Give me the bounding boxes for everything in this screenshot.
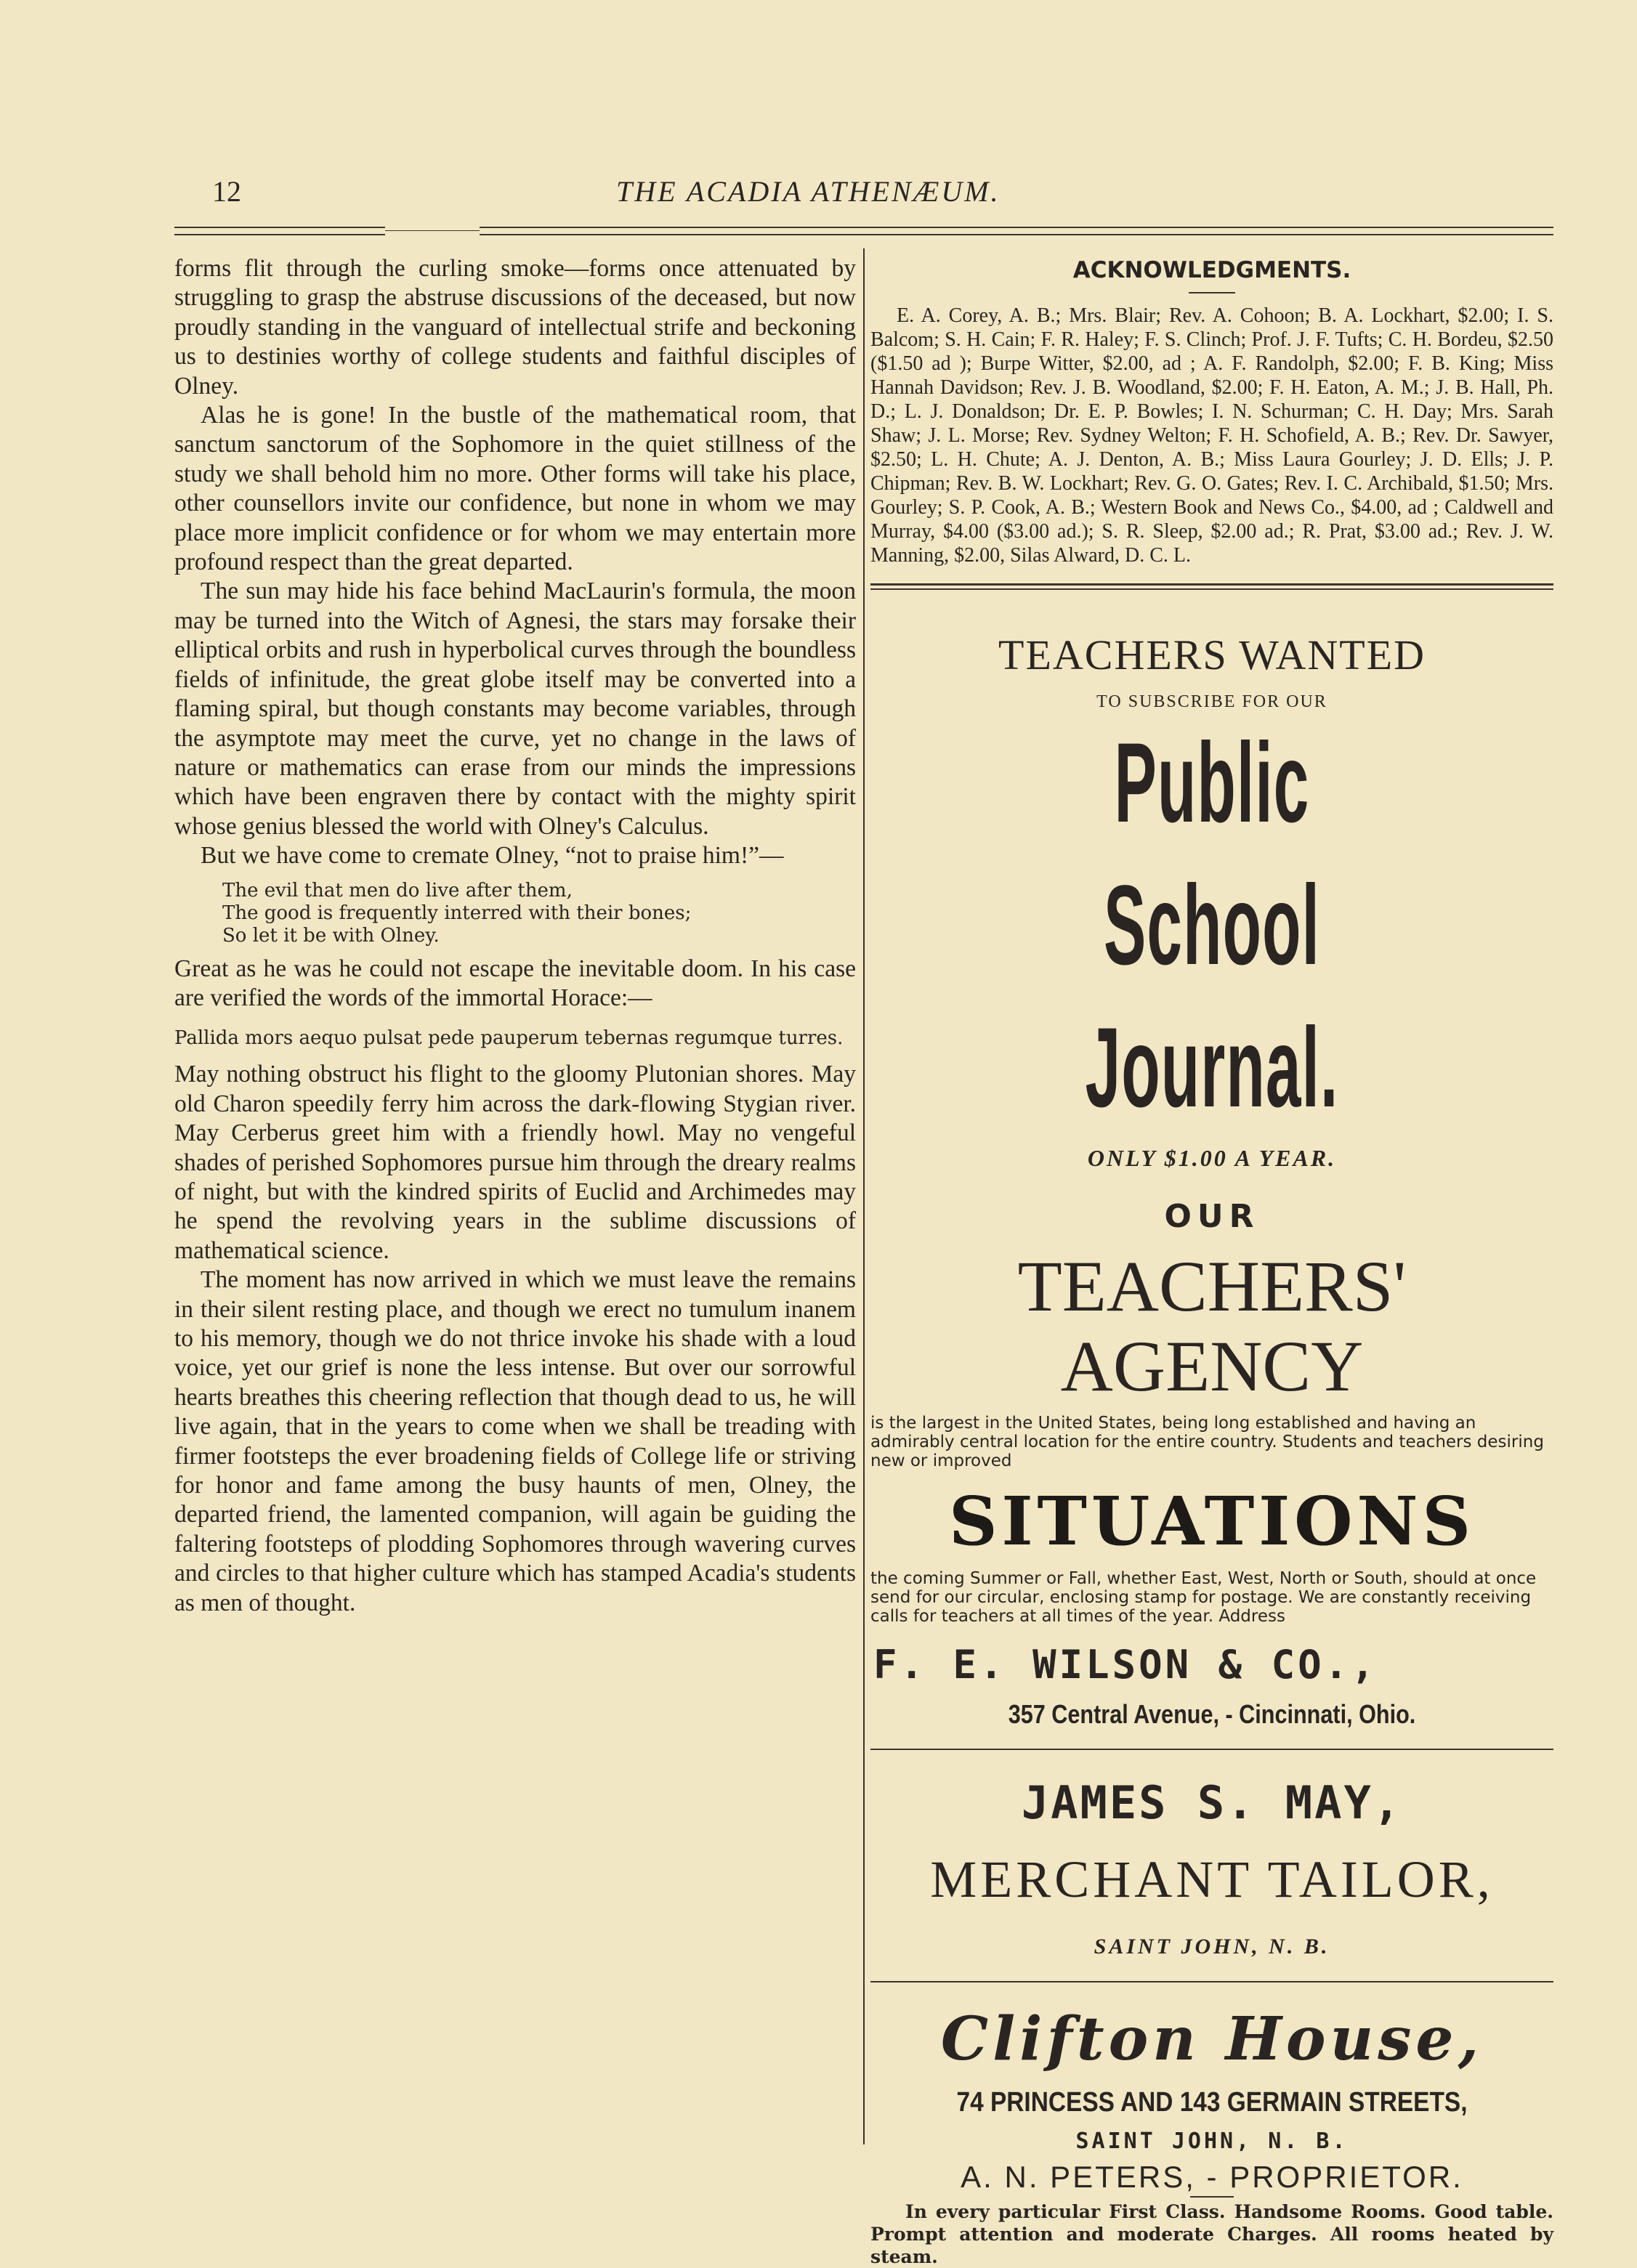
header-rule-right-2 [480, 234, 1553, 235]
journal-name: Public School Journal. [1085, 720, 1339, 1131]
latin-quote: Pallida mors aequo pulsat pede pauperum tebernas regumque turres. [174, 1027, 844, 1050]
header-rule-left-1 [174, 227, 385, 228]
section-rule [870, 1981, 1553, 1983]
company-name: F. E. WILSON & CO., [873, 1642, 1378, 1688]
column-divider [863, 248, 865, 2145]
journal-title: THE ACADIA ATHENÆUM. [616, 175, 1001, 208]
section-rule [870, 1749, 1553, 1750]
our-label: OUR [1164, 1198, 1260, 1235]
subscription-price: ONLY $1.00 A YEAR. [1087, 1145, 1337, 1171]
hotel-proprietor: A. N. PETERS, - PROPRIETOR. [961, 2160, 1463, 2194]
situations-description: the coming Summer or Fall, whether East, West, North or South, should at once send for our circular, enclosing stamp for postage. We are constantly receiving calls for teachers at all times of the year. Address [870, 1569, 1537, 1626]
article-paragraph: The moment has now arrived in which we must leave the remains in their silent resting place, and though we erect no tumulum inanem to his memory, though we do not thrice invoke his shade with a loud voice, yet our grief is none the less intense. But over our sorrowful hearts breathes this cheering reflection that though dead to us, he will live again, that in the years to come when we shall be treading with firmer footsteps the ever broadening fields of College life or striving for honor and fame among the busy haunts of men, Olney, the departed friend, the lamented companion, will again be guiding the faltering footsteps of plodding Sophomores through wavering curves and circles to that higher culture which has stamped Acadia's students as men of thought. [174, 1266, 856, 1616]
short-rule [1189, 292, 1235, 293]
ad-headline: TEACHERS WANTED [998, 631, 1426, 679]
article-paragraph: But we have come to cremate Olney, “not to praise him!”— [201, 842, 784, 870]
tailor-trade: MERCHANT TAILOR, [930, 1850, 1494, 1908]
hotel-ad [870, 2004, 1553, 2268]
header-rule-left-2 [174, 234, 385, 235]
article-paragraph: forms flit through the curling smoke—forms once attenuated by struggling to grasp the abstruse discussions of the deceased, but now proudly standing in the vanguard of intellectual strife and beckoning us to destinies worthy of college students and faithful disciples of Olney. [174, 255, 856, 400]
short-rule [1190, 2196, 1234, 2198]
article-paragraph: Alas he is gone! In the bustle of the mathematical room, that sanctum sanctorum of the Sophomore in the quiet stillness of the study we shall behold him no more. Other forms will take his place, other counsellors invite our confidence, but none in whom we may place more implicit confidence or for whom we may entertain more profound respect than the great departed. [174, 402, 856, 576]
header-rule-center [385, 230, 480, 231]
acknowledgments-list: E. A. Corey, A. B.; Mrs. Blair; Rev. A. Cohoon; B. A. Lockhart, $2.00; I. S. Balcom; S. H. Cain; F. R. Haley; F. S. Clinch; Prof. J. F. Tufts; C. H. Bordeu, $2.50 ($1.50 ad ); Burpe Witter, $2.00, ad ; A. F. Randolph, $2.00; F. B. King; Miss Hannah Davidson; Rev. J. B. Woodland, $2.00; F. H. Eaton, A. M.; J. B. Hall, Ph. D.; L. J. Donaldson; Dr. E. P. Bowles; I. N. Schurman; C. H. Day; Mrs. Sarah Shaw; J. L. Morse; Rev. Sydney Welton; F. H. Schofield, A. B.; Rev. Dr. Sawyer, $2.50; L. H. Chute; A. J. Denton, A. B.; Miss Laura Gourley; J. D. Ells; J. P. Chipman; Rev. B. W. Lockhart; Rev. G. O. Gates; Rev. I. C. Archibald, $1.50; Mrs. Gourley; S. P. Cook, A. B.; Western Book and News Co., $4.00, ad ; Caldwell and Murray, $4.00 ($3.00 ad.); S. R. Sleep, $2.00 ad.; R. Prat, $3.00 ad.; Rev. J. W. Manning, $2.00, Silas Alward, D. C. L. [870, 304, 1553, 567]
hotel-address: 74 PRINCESS AND 143 GERMAIN STREETS, [956, 2087, 1468, 2118]
tailor-ad [870, 1776, 1553, 1959]
page-number: 12 [212, 175, 241, 208]
ad-subhead: TO SUBSCRIBE FOR OUR [1096, 692, 1327, 711]
hotel-city: SAINT JOHN, N. B. [1075, 2129, 1349, 2154]
tailor-city: SAINT JOHN, N. B. [1094, 1935, 1330, 1959]
agency-description: is the largest in the United States, being long established and having an admirably central location for the entire country. Students and teachers desiring new or improved [870, 1414, 1544, 1470]
section-rule [870, 588, 1553, 590]
article-paragraph: The sun may hide his face behind MacLaurin's formula, the moon may be turned into the Witch of Agnesi, the stars may forsake their elliptical orbits and rush in hyperbolical curves through the boundless fields of infinitude, the great globe itself may be converted into a flaming spiral, but though constants may become variables, through the asymptote may meet the curve, yet no change in the laws of nature or mathematics can erase from our minds the impressions which have been engraven there by contact with the mighty spirit whose genius blessed the world with Olney's Calculus. [174, 578, 856, 840]
verse-quote [222, 880, 856, 947]
acknowledgments-title: ACKNOWLEDGMENTS. [1072, 257, 1351, 283]
article-column [174, 254, 856, 1618]
tailor-name: JAMES S. MAY, [1021, 1776, 1403, 1829]
article-paragraph: Great as he was he could not escape the inevitable doom. In his case are verified the words of the immortal Horace:— [174, 955, 856, 1011]
teachers-wanted-ad [870, 631, 1553, 1730]
header-rule-right-1 [480, 227, 1553, 228]
agency-title: TEACHERS' AGENCY [1017, 1246, 1407, 1406]
company-address: 357 Central Avenue, - Cincinnati, Ohio. [1008, 1699, 1416, 1729]
section-rule [870, 583, 1553, 586]
hotel-name: Clifton House, [940, 2004, 1484, 2074]
verse-line: So let it be with Olney. [222, 924, 440, 947]
advert-column [870, 254, 1553, 2268]
verse-line: The evil that men do live after them, [222, 879, 573, 902]
hotel-description: In every particular First Class. Handsome Rooms. Good table. Prompt attention and moderate Charges. All rooms heated by steam. [870, 2201, 1553, 2267]
verse-line: The good is frequently interred with their bones; [222, 902, 692, 924]
situations-heading: SITUATIONS [949, 1482, 1475, 1560]
article-paragraph: May nothing obstruct his flight to the gloomy Plutonian shores. May old Charon speedily ferry him across the dark-flowing Stygian river. May Cerberus greet him with a friendly howl. May no vengeful shades of perished Sophomores pursue him through the dreary realms of night, but with the kindred spirits of Euclid and Archimedes may he spend the revolving years in the sublime discussions of mathematical science. [174, 1061, 856, 1264]
